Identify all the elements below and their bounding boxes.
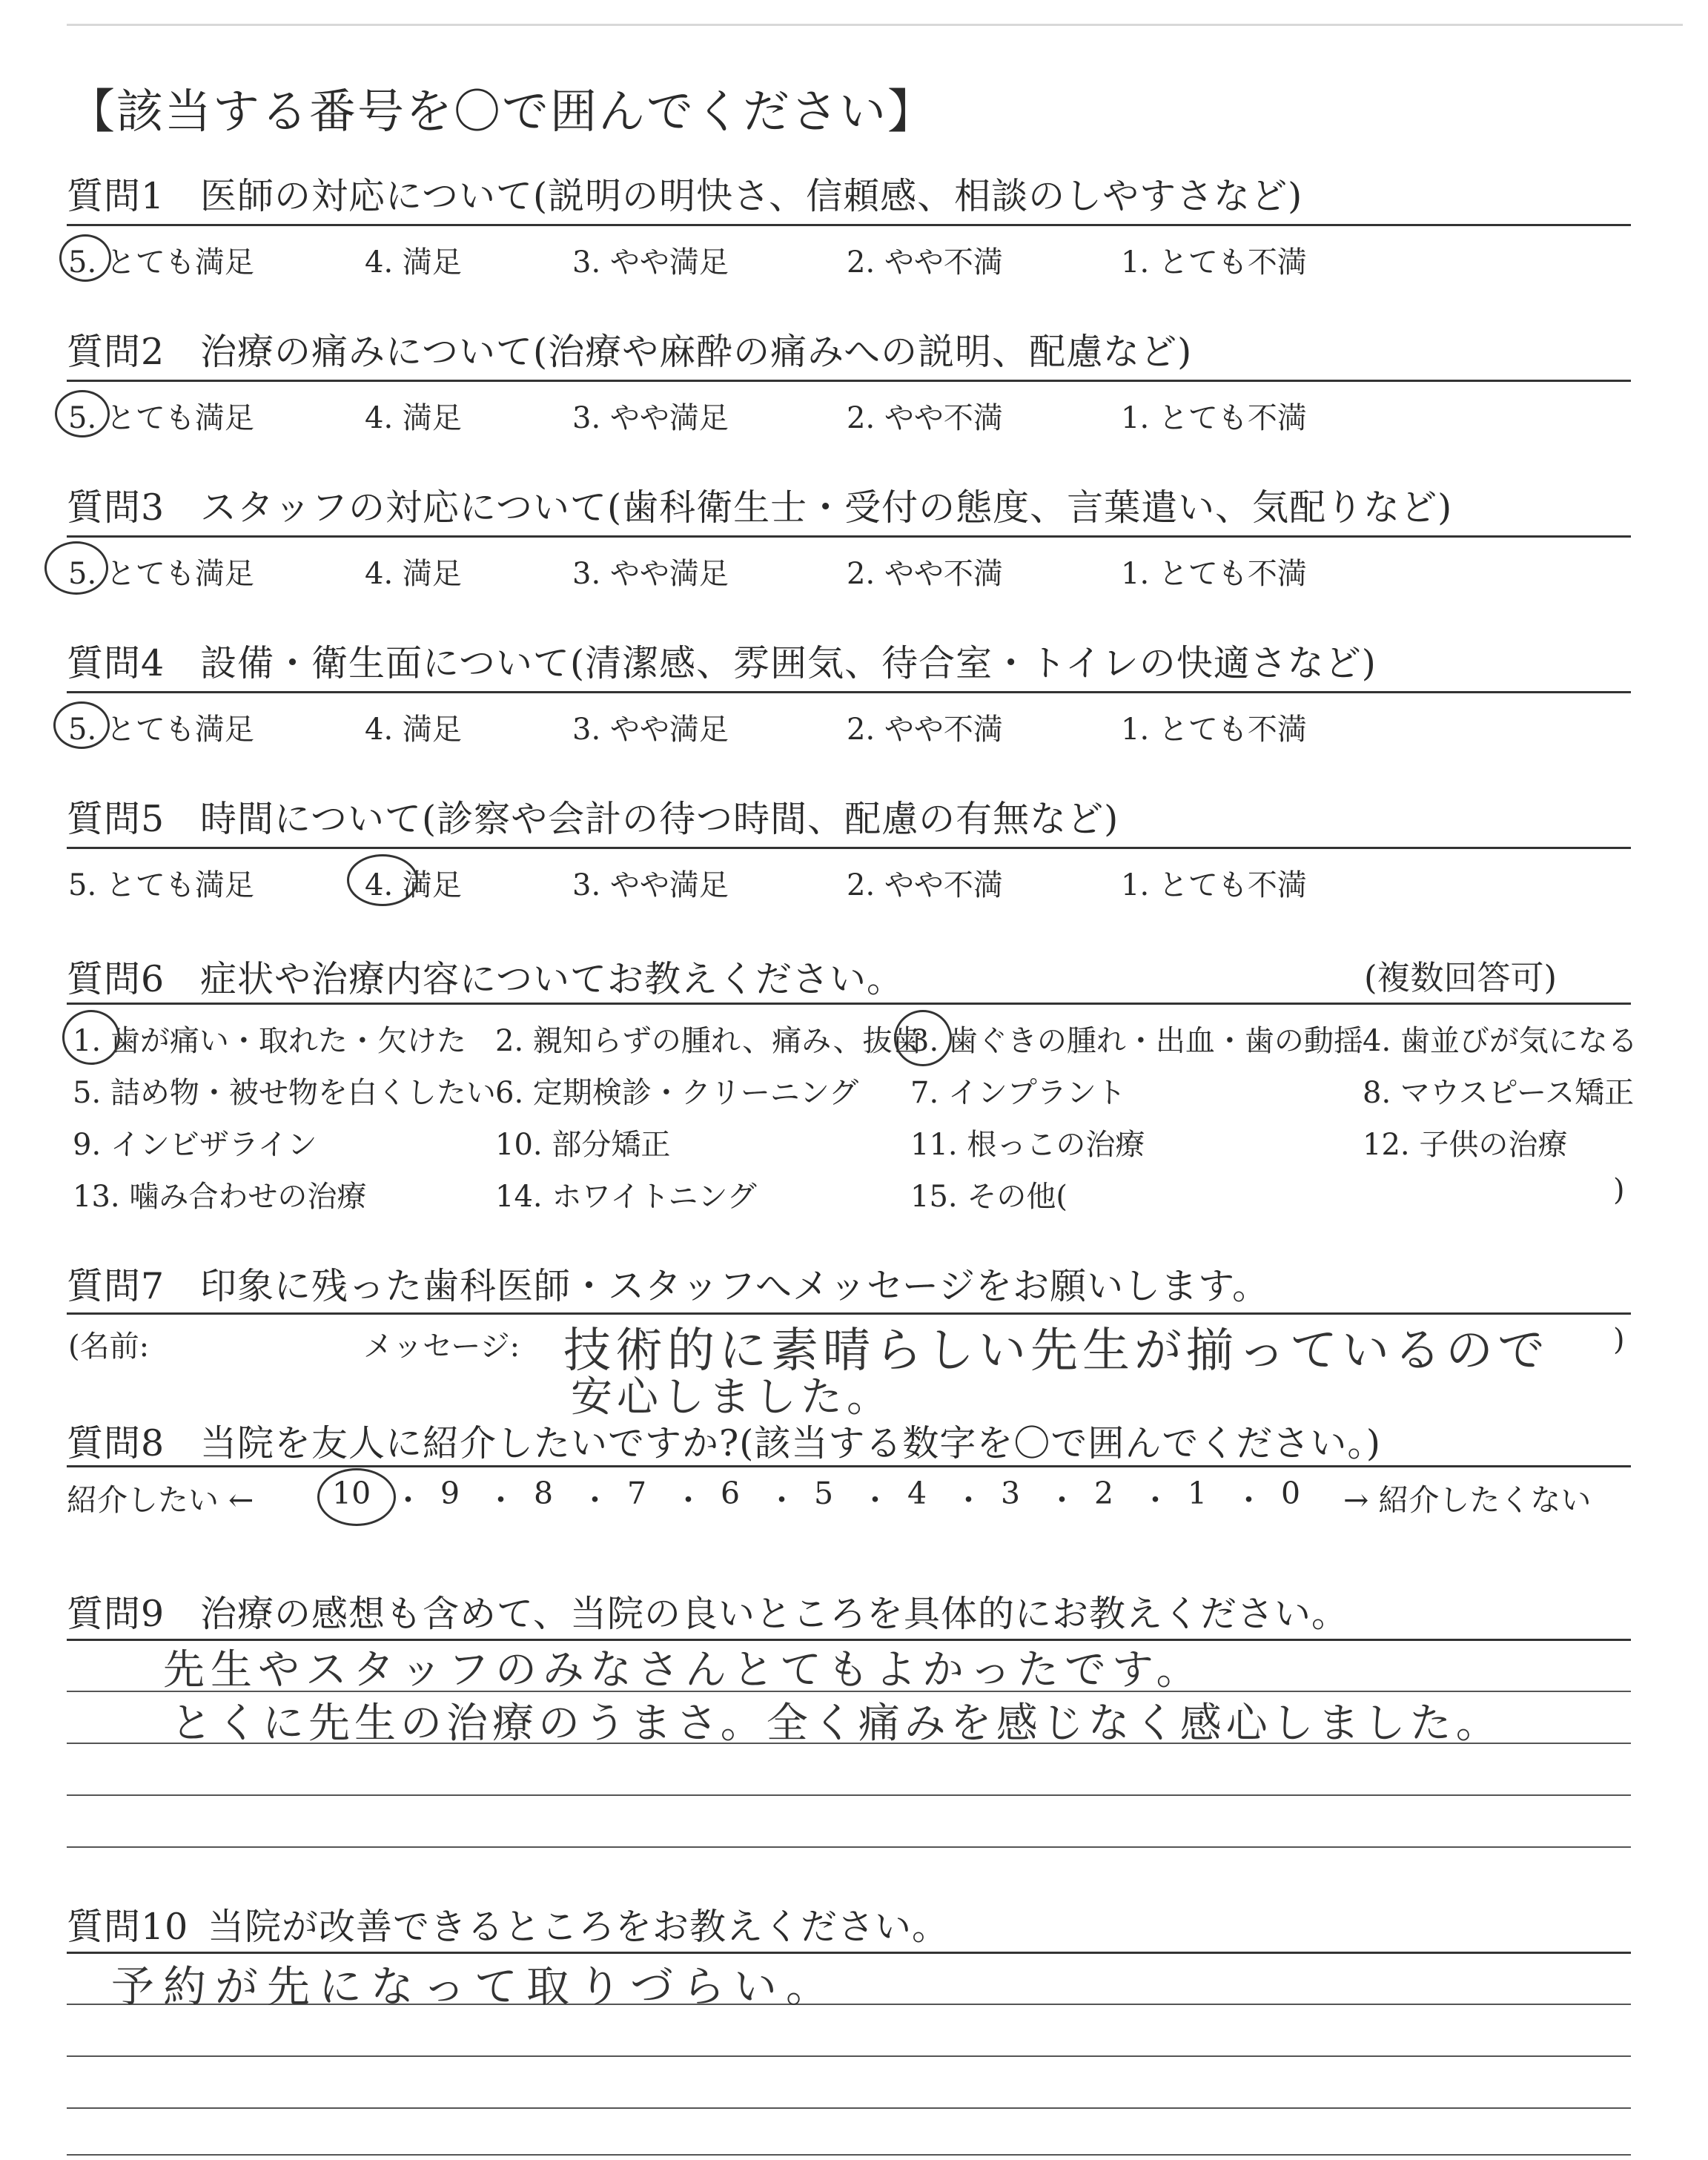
q1-option-3[interactable]: 3. やや満足 xyxy=(572,245,729,280)
scale-separator: ・ xyxy=(1047,1482,1077,1518)
answer-line xyxy=(67,2154,1631,2156)
q6-option-7[interactable]: 7. インプラント xyxy=(910,1076,1126,1110)
q3-option-5[interactable]: 5. とても満足 xyxy=(68,557,254,591)
top-rule xyxy=(67,24,1683,26)
question-9-title xyxy=(67,1585,1348,1637)
answer-line xyxy=(67,1794,1631,1796)
q4-option-2[interactable]: 2. やや不満 xyxy=(847,713,1003,747)
question-3-title xyxy=(67,479,1452,531)
q2-option-5[interactable]: 5. とても満足 xyxy=(68,401,254,435)
question-2-label: 質問2 xyxy=(67,331,165,373)
scale-2[interactable]: 2 xyxy=(1094,1476,1114,1511)
scale-3[interactable]: 3 xyxy=(1001,1476,1021,1511)
q1-option-2[interactable]: 2. やや不満 xyxy=(847,245,1003,280)
q5-option-1[interactable]: 1. とても不満 xyxy=(1121,868,1307,902)
q6-option-5[interactable]: 5. 詰め物・被せ物を白くしたい xyxy=(73,1076,496,1110)
question-10-text: 当院が改善できるところをお教えください。 xyxy=(208,1906,950,1948)
question-1-title xyxy=(67,168,1302,219)
q6-option-1[interactable]: 1. 歯が痛い・取れた・欠けた xyxy=(73,1024,466,1058)
scale-6[interactable]: 6 xyxy=(721,1476,741,1511)
q3-option-4[interactable]: 4. 満足 xyxy=(365,557,462,591)
scale-7[interactable]: 7 xyxy=(627,1476,647,1511)
question-9-text: 治療の感想も含めて、当院の良いところを具体的にお教えください。 xyxy=(200,1593,1349,1635)
question-3-text: スタッフの対応について(歯科衛生士・受付の態度、言葉遣い、気配りなど) xyxy=(200,486,1453,529)
q6-option-12[interactable]: 12. 子供の治療 xyxy=(1363,1128,1568,1162)
scale-5[interactable]: 5 xyxy=(814,1476,834,1511)
question-5-label: 質問5 xyxy=(67,798,165,840)
scale-separator: ・ xyxy=(486,1482,516,1518)
question-10-label: 質問10 xyxy=(67,1906,189,1948)
recommend-right-label: → 紹介したくない xyxy=(1343,1482,1592,1518)
scale-separator: ・ xyxy=(1234,1482,1264,1518)
q9-handwriting-line-2: とくに先生の治療のうまさ。全く痛みを感じなく感心しました。 xyxy=(171,1700,1502,1748)
scale-separator: ・ xyxy=(393,1482,423,1518)
q6-other-close-paren: ) xyxy=(1613,1173,1625,1207)
q9-handwriting-line-1: 先生やスタッフのみなさんとてもよかったです。 xyxy=(163,1646,1204,1694)
q3-option-1[interactable]: 1. とても不満 xyxy=(1121,557,1307,591)
question-2-title xyxy=(67,323,1192,375)
q2-option-1[interactable]: 1. とても不満 xyxy=(1121,401,1307,435)
q5-option-3[interactable]: 3. やや満足 xyxy=(572,868,729,902)
message-handwriting-line-1: 技術的に素晴らしい先生が揃っているので xyxy=(563,1324,1549,1378)
scale-0[interactable]: 0 xyxy=(1281,1476,1301,1511)
q2-option-2[interactable]: 2. やや不満 xyxy=(847,401,1003,435)
q2-option-4[interactable]: 4. 満足 xyxy=(365,401,462,435)
question-4-rule xyxy=(67,691,1631,693)
q1-option-4[interactable]: 4. 満足 xyxy=(365,245,462,280)
q6-option-4[interactable]: 4. 歯並びが気になる xyxy=(1363,1024,1638,1058)
q3-option-3[interactable]: 3. やや満足 xyxy=(572,557,729,591)
q5-option-4[interactable]: 4. 満足 xyxy=(365,868,462,902)
question-9-label: 質問9 xyxy=(67,1593,165,1635)
scale-separator: ・ xyxy=(953,1482,984,1518)
scale-separator: ・ xyxy=(673,1482,704,1518)
question-8-label: 質問8 xyxy=(67,1422,165,1464)
form-instruction: 【該当する番号を〇で囲んでください】 xyxy=(68,85,936,139)
question-7-label: 質問7 xyxy=(67,1265,165,1307)
q6-selection-circle-3 xyxy=(894,1010,952,1066)
recommend-left-label: 紹介したい ← xyxy=(67,1482,254,1518)
question-7-text: 印象に残った歯科医師・スタッフへメッセージをお願いします。 xyxy=(200,1265,1270,1307)
q1-selection-circle xyxy=(59,234,111,282)
scale-separator: ・ xyxy=(767,1482,797,1518)
question-1-rule xyxy=(67,224,1631,226)
q6-option-9[interactable]: 9. インビザライン xyxy=(73,1128,317,1162)
question-6-label: 質問6 xyxy=(67,958,165,1000)
q1-option-1[interactable]: 1. とても不満 xyxy=(1121,245,1307,280)
question-5-rule xyxy=(67,847,1631,849)
question-6-rule xyxy=(67,1003,1631,1005)
q1-option-5[interactable]: 5. とても満足 xyxy=(68,245,254,280)
q5-selection-circle xyxy=(347,854,418,906)
question-3-label: 質問3 xyxy=(67,486,165,529)
q6-option-6[interactable]: 6. 定期検診・クリーニング xyxy=(495,1076,859,1110)
question-4-text: 設備・衛生面について(清潔感、雰囲気、待合室・トイレの快適さなど) xyxy=(200,642,1377,684)
name-label: (名前: xyxy=(68,1330,150,1364)
q5-option-5[interactable]: 5. とても満足 xyxy=(68,868,254,902)
q6-option-15[interactable]: 15. その他( xyxy=(910,1180,1068,1214)
question-2-rule xyxy=(67,380,1631,382)
q6-selection-circle-1 xyxy=(62,1010,120,1065)
question-1-text: 医師の対応について(説明の明快さ、信頼感、相談のしやすさなど) xyxy=(200,175,1303,217)
answer-line xyxy=(67,2107,1631,2109)
question-6-title xyxy=(67,951,904,1003)
scale-separator: ・ xyxy=(580,1482,610,1518)
q4-option-5[interactable]: 5. とても満足 xyxy=(68,713,254,747)
q6-option-2[interactable]: 2. 親知らずの腫れ、痛み、抜歯 xyxy=(495,1024,922,1058)
question-3-rule xyxy=(67,535,1631,538)
message-label: メッセージ: xyxy=(363,1330,520,1364)
scale-9[interactable]: 9 xyxy=(440,1476,460,1511)
q4-option-4[interactable]: 4. 満足 xyxy=(365,713,462,747)
question-1-label: 質問1 xyxy=(67,175,165,217)
q5-option-2[interactable]: 2. やや不満 xyxy=(847,868,1003,902)
scale-10[interactable]: 10 xyxy=(332,1476,371,1511)
q3-selection-circle xyxy=(44,541,108,595)
scale-8[interactable]: 8 xyxy=(534,1476,554,1511)
answer-line xyxy=(67,2055,1631,2057)
question-5-title xyxy=(67,790,1119,842)
q6-option-11[interactable]: 11. 根っこの治療 xyxy=(910,1128,1145,1162)
q6-option-14[interactable]: 14. ホワイトニング xyxy=(495,1180,757,1214)
q4-option-1[interactable]: 1. とても不満 xyxy=(1121,713,1307,747)
question-5-text: 時間について(診察や会計の待つ時間、配慮の有無など) xyxy=(200,798,1119,840)
q4-option-3[interactable]: 3. やや満足 xyxy=(572,713,729,747)
q6-option-13[interactable]: 13. 噛み合わせの治療 xyxy=(73,1180,367,1214)
question-8-rule xyxy=(67,1465,1631,1467)
q6-option-8[interactable]: 8. マウスピース矯正 xyxy=(1363,1076,1635,1110)
q2-selection-circle xyxy=(55,390,110,437)
answer-line xyxy=(67,1846,1631,1848)
q6-option-3[interactable]: 3. 歯ぐきの腫れ・出血・歯の動揺 xyxy=(910,1024,1363,1058)
q8-selection-circle xyxy=(317,1468,396,1526)
q10-handwriting-line-1: 予約が先になって取りづらい。 xyxy=(111,1961,838,2012)
question-6-text: 症状や治療内容についてお教えください。 xyxy=(200,958,904,1000)
question-2-text: 治療の痛みについて(治療や麻酔の痛みへの説明、配慮など) xyxy=(200,331,1193,373)
question-10-title xyxy=(67,1898,949,1950)
question-7-title xyxy=(67,1258,1269,1309)
q2-option-3[interactable]: 3. やや満足 xyxy=(572,401,729,435)
q4-selection-circle xyxy=(53,701,110,749)
scale-separator: ・ xyxy=(860,1482,890,1518)
scale-separator: ・ xyxy=(1140,1482,1171,1518)
scale-4[interactable]: 4 xyxy=(907,1476,927,1511)
question-8-title xyxy=(67,1415,1381,1467)
q3-option-2[interactable]: 2. やや不満 xyxy=(847,557,1003,591)
message-handwriting-line-2: 安心しました。 xyxy=(571,1373,893,1421)
multiple-answers-note: (複数回答可) xyxy=(1364,958,1558,997)
q6-option-10[interactable]: 10. 部分矯正 xyxy=(495,1128,671,1162)
scale-1[interactable]: 1 xyxy=(1188,1476,1208,1511)
question-4-label: 質問4 xyxy=(67,642,165,684)
message-close-paren: ) xyxy=(1613,1323,1625,1357)
question-4-title xyxy=(67,635,1377,687)
question-8-text: 当院を友人に紹介したいですか?(該当する数字を〇で囲んでください。) xyxy=(200,1422,1382,1464)
